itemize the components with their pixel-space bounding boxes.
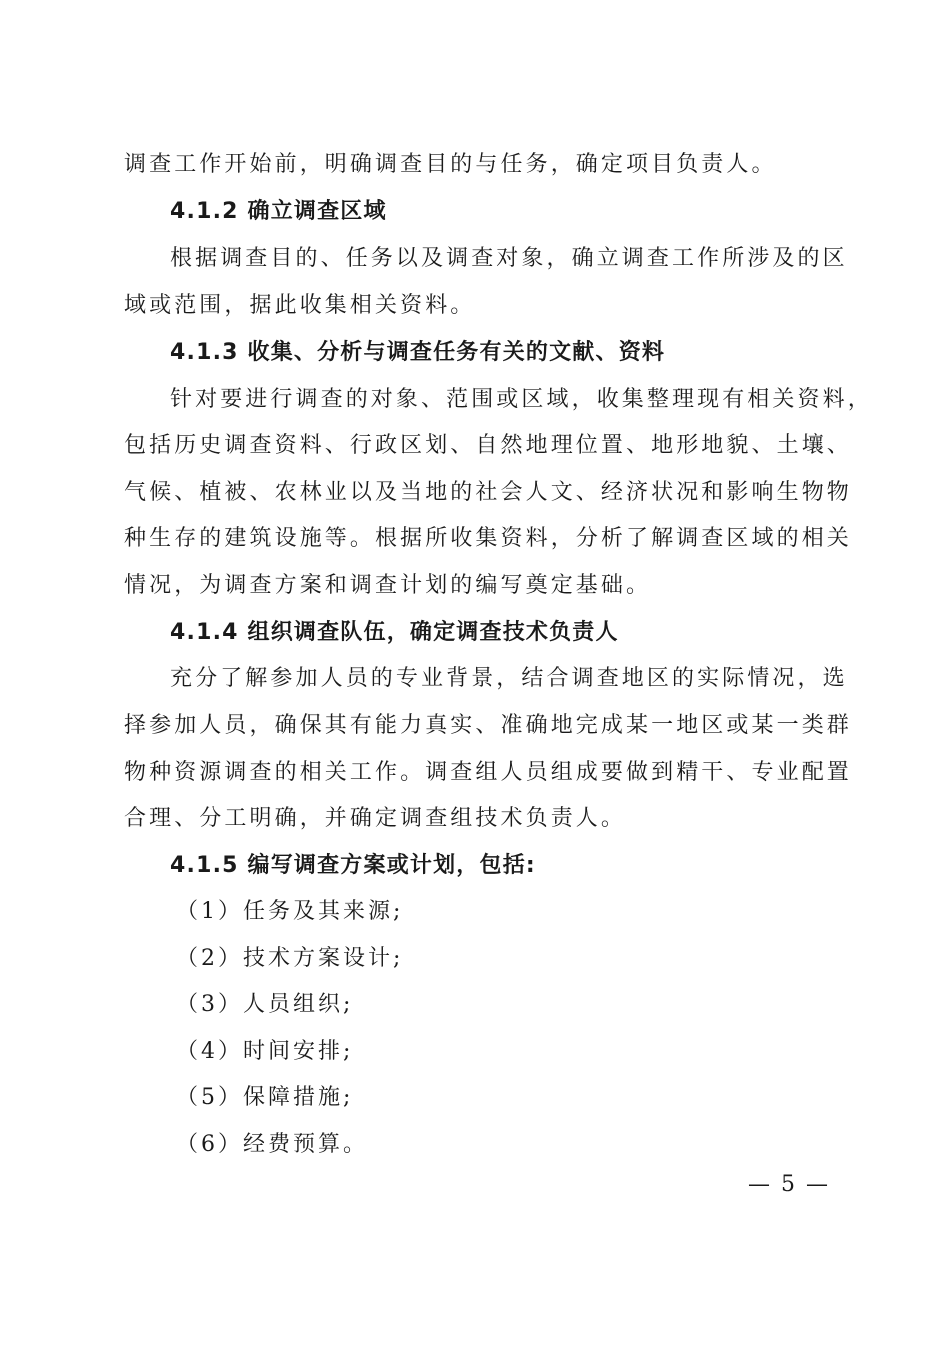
section-heading-4-1-5: 4.1.5 编写调查方案或计划，包括:: [170, 853, 536, 878]
body-text-line: 充分了解参加人员的专业背景，结合调查地区的实际情况，选: [170, 666, 848, 691]
body-text-line: 合理、分工明确，并确定调查组技术负责人。: [124, 806, 627, 831]
body-text-line: 种生存的建筑设施等。根据所收集资料，分析了解调查区域的相关: [124, 526, 852, 551]
section-heading-4-1-4: 4.1.4 组织调查队伍，确定调查技术负责人: [170, 620, 619, 645]
list-item: （6）经费预算。: [176, 1132, 368, 1157]
list-item: （2）技术方案设计;: [176, 946, 404, 971]
body-text-line: 情况，为调查方案和调查计划的编写奠定基础。: [124, 573, 652, 598]
body-text-line: 气候、植被、农林业以及当地的社会人文、经济状况和影响生物物: [124, 480, 852, 505]
body-text-line: 调查工作开始前，明确调查目的与任务，确定项目负责人。: [124, 152, 777, 177]
list-item: （3）人员组织;: [176, 992, 354, 1017]
body-text-line: 择参加人员，确保其有能力真实、准确地完成某一地区或某一类群: [124, 713, 852, 738]
body-text-line: 针对要进行调查的对象、范围或区域，收集整理现有相关资料，: [170, 387, 873, 412]
page-number: — 5 —: [748, 1172, 830, 1197]
list-item: （5）保障措施;: [176, 1085, 354, 1110]
body-text-line: 物种资源调查的相关工作。调查组人员组成要做到精干、专业配置: [124, 760, 852, 785]
section-heading-4-1-2: 4.1.2 确立调查区域: [170, 199, 387, 224]
body-text-line: 包括历史调查资料、行政区划、自然地理位置、地形地貌、土壤、: [124, 433, 852, 458]
body-text-line: 根据调查目的、任务以及调查对象，确立调查工作所涉及的区: [170, 246, 848, 271]
list-item: （1）任务及其来源;: [176, 899, 404, 924]
list-item: （4）时间安排;: [176, 1039, 354, 1064]
section-heading-4-1-3: 4.1.3 收集、分析与调查任务有关的文献、资料: [170, 340, 666, 365]
body-text-line: 域或范围，据此收集相关资料。: [124, 293, 476, 318]
